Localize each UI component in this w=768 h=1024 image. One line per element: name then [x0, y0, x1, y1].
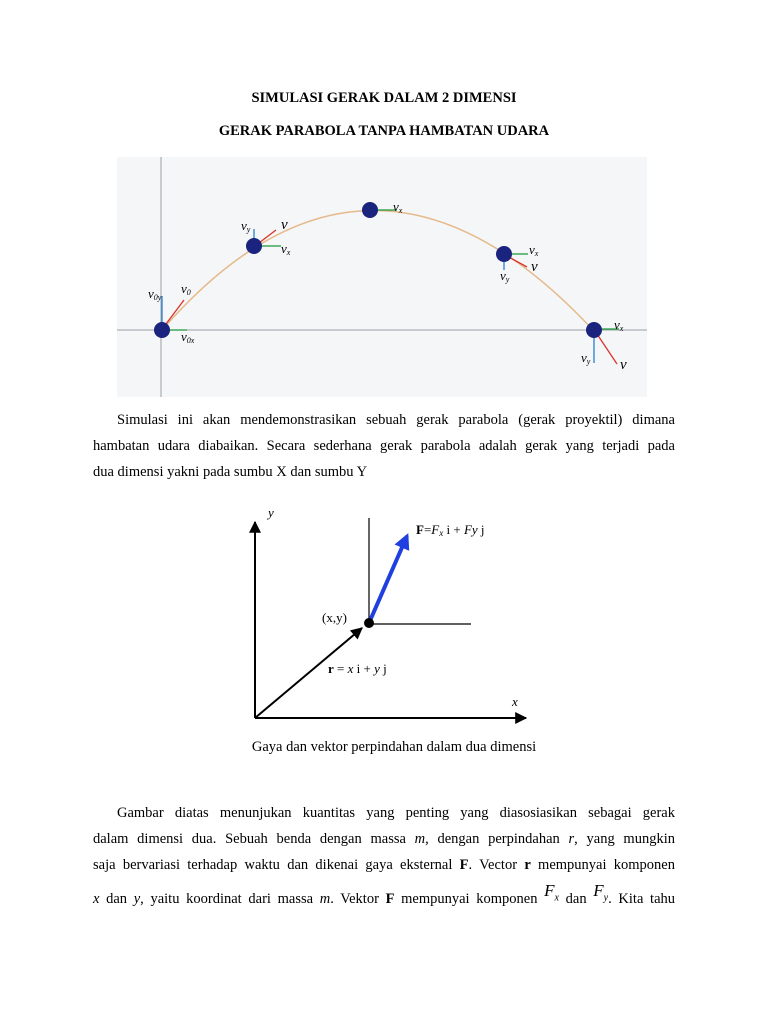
- paragraph-2-line: dalam dimensi dua. Sebuah benda dengan massa m, dengan perpindahan r, yang mungkin: [93, 831, 675, 847]
- force-vector-label: F=Fx i + Fy j: [416, 522, 485, 538]
- label-vx-3: vx: [529, 242, 539, 258]
- paragraph-2-line: x dan y, yaitu koordinat dari massa m. Vektor F mempunyai komponen $F_x$ dan $F_y$. Kita tahu: [93, 881, 676, 907]
- label-v-1: v: [281, 217, 288, 233]
- label-v-3: v: [531, 259, 538, 275]
- paragraph-1: [93, 407, 675, 485]
- paragraph-2: [93, 800, 675, 914]
- label-vy-4: vy: [581, 350, 591, 366]
- label-vx-1: vx: [281, 241, 291, 257]
- vector-figure: [240, 500, 540, 725]
- figure-caption: Gaya dan vektor perpindahan dalam dua dimensi: [251, 739, 537, 755]
- paragraph-1-line: dua dimensi yakni pada sumbu X dan sumbu Y: [93, 464, 368, 480]
- document-subtitle: GERAK PARABOLA TANPA HAMBATAN UDARA: [218, 123, 550, 139]
- label-vx-2: vx: [393, 199, 403, 215]
- label-v0x: v0x: [181, 329, 195, 345]
- projectile-figure: [117, 157, 647, 397]
- label-vy-3: vy: [500, 268, 510, 284]
- paragraph-1-line: hambatan udara diabaikan. Secara sederhana gerak parabola adalah gerak yang terjadi pada: [93, 438, 675, 454]
- paragraph-2-line: Gambar diatas menunjukan kuantitas yang penting yang diasosiasikan sebagai gerak: [117, 805, 675, 821]
- y-axis-label: y: [268, 505, 274, 520]
- label-v-4: v: [620, 357, 627, 373]
- point-label: (x,y): [322, 610, 347, 625]
- label-v0: v0: [181, 281, 191, 297]
- paragraph-2-line: saja bervariasi terhadap waktu dan dikenai gaya eksternal F. Vector r mempunyai komponen: [93, 857, 675, 873]
- document-title: SIMULASI GERAK DALAM 2 DIMENSI: [251, 90, 517, 106]
- label-v0y: v0y: [148, 286, 162, 302]
- label-vy-1: vy: [241, 218, 251, 234]
- x-axis-label: x: [512, 694, 518, 709]
- label-vx-4: vx: [614, 317, 624, 333]
- position-vector-label: r = x i + y j: [328, 661, 387, 676]
- paragraph-1-line: Simulasi ini akan mendemonstrasikan sebuah gerak parabola (gerak proyektil) dimana: [117, 412, 675, 428]
